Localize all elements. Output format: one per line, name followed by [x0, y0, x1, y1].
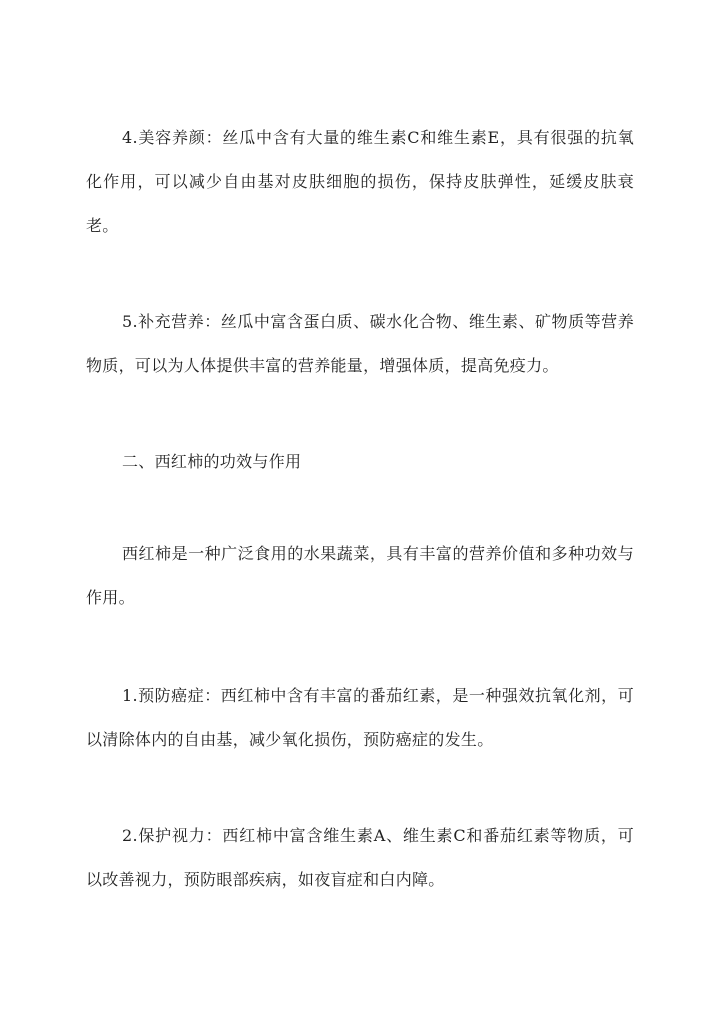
paragraph-vision-protection: 2.保护视力：西红柿中富含维生素A、维生素C和番茄红素等物质，可以改善视力，预防眼部疾病，如夜盲症和白内障。 [86, 826, 634, 889]
section-heading-tomato: 二、西红柿的功效与作用 [122, 452, 302, 471]
paragraph-cancer-prevention: 1.预防癌症：西红柿中含有丰富的番茄红素，是一种强效抗氧化剂，可以清除体内的自由基，减少氧化损伤，预防癌症的发生。 [86, 686, 634, 749]
paragraph-beauty: 4.美容养颜：丝瓜中含有大量的维生素C和维生素E，具有很强的抗氧化作用，可以减少自由基对皮肤细胞的损伤，保持皮肤弹性，延缓皮肤衰老。 [86, 128, 634, 235]
paragraph-tomato-intro: 西红柿是一种广泛食用的水果蔬菜，具有丰富的营养价值和多种功效与作用。 [86, 544, 634, 607]
paragraph-nutrition: 5.补充营养：丝瓜中富含蛋白质、碳水化合物、维生素、矿物质等营养物质，可以为人体提供丰富的营养能量，增强体质，提高免疫力。 [86, 312, 634, 375]
